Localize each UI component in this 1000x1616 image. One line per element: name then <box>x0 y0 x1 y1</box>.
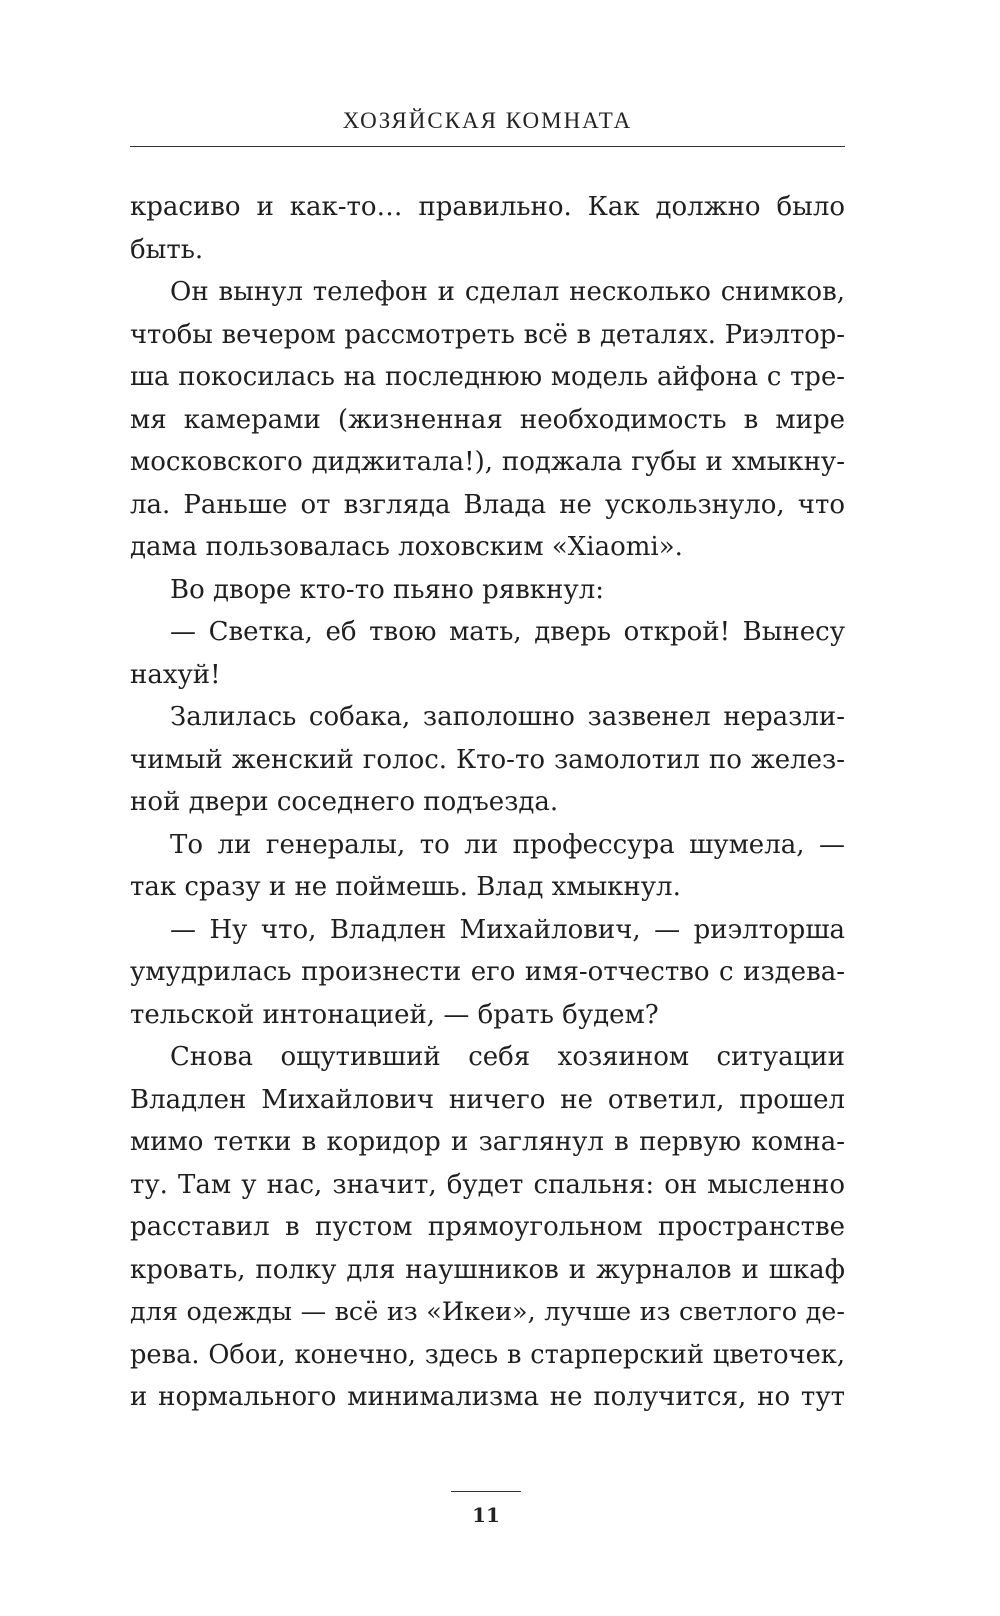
text-line: Владлен Михайлович ничего не ответил, прошел <box>130 1084 845 1115</box>
text-line: — Ну что, Владлен Михайлович, — риэлторша <box>170 914 845 945</box>
text-line: так сразу и не поймешь. Влад хмыкнул. <box>130 872 681 902</box>
text-line: кровать, полку для наушников и журналов и шкаф <box>130 1254 845 1285</box>
text-line: Залилась собака, заполошно зазвенел неразли- <box>170 702 845 732</box>
text-line: расставил в пустом прямоугольном пространстве <box>130 1212 845 1242</box>
running-title: ХОЗЯЙСКАЯ КОМНАТА <box>342 108 633 133</box>
text-line: быть. <box>130 234 204 265</box>
text-line: красиво и как-то… правильно. Как должно было <box>130 192 845 222</box>
text-line: умудрилась произнести его имя-отчество с издева- <box>130 957 845 987</box>
footer-rule <box>451 1491 521 1492</box>
text-line: для одежды — всё из «Икеи», лучше из светлого де- <box>130 1297 845 1327</box>
text-line: мимо тетки в коридор и заглянул в первую комна- <box>130 1127 845 1157</box>
text-line: То ли генералы, то ли профессура шумела, — <box>170 829 845 860</box>
text-line: Снова ощутивший себя хозяином ситуации <box>170 1042 845 1072</box>
text-line: ла. Раньше от взгляда Влада не ускользнуло, что <box>130 489 845 520</box>
text-line: московского диджитала!), поджала губы и хмыкну- <box>130 447 845 477</box>
body-text <box>130 186 845 1419</box>
text-line: ной двери соседнего подъезда. <box>130 787 559 817</box>
header-rule <box>130 146 845 147</box>
text-line: Во дворе кто-то пьяно рявкнул: <box>170 574 604 605</box>
text-line: Он вынул телефон и сделал несколько снимков, <box>170 277 845 307</box>
text-line: мя камерами (жизненная необходимость в мире <box>130 404 845 435</box>
text-line: — Светка, еб твою мать, дверь открой! Вынесу <box>170 617 845 647</box>
page-number: 11 <box>472 1503 500 1527</box>
text-line: дама пользовалась лоховским «Xiaomi». <box>130 532 683 562</box>
text-line: чтобы вечером рассмотреть всё в деталях. Риэлтор- <box>130 319 845 350</box>
text-line: рева. Обои, конечно, здесь в старперский цветочек, <box>130 1339 845 1370</box>
text-line: и нормального минимализма не получится, но тут <box>130 1382 845 1412</box>
text-line: нахуй! <box>130 659 221 690</box>
text-line: чимый женский голос. Кто-то замолотил по желез- <box>130 744 845 775</box>
text-line: ту. Там у нас, значит, будет спальня: он мысленно <box>130 1169 845 1200</box>
text-line: ша покосилась на последнюю модель айфона с тре- <box>130 362 845 392</box>
text-line: тельской интонацией, — брать будем? <box>130 999 659 1030</box>
